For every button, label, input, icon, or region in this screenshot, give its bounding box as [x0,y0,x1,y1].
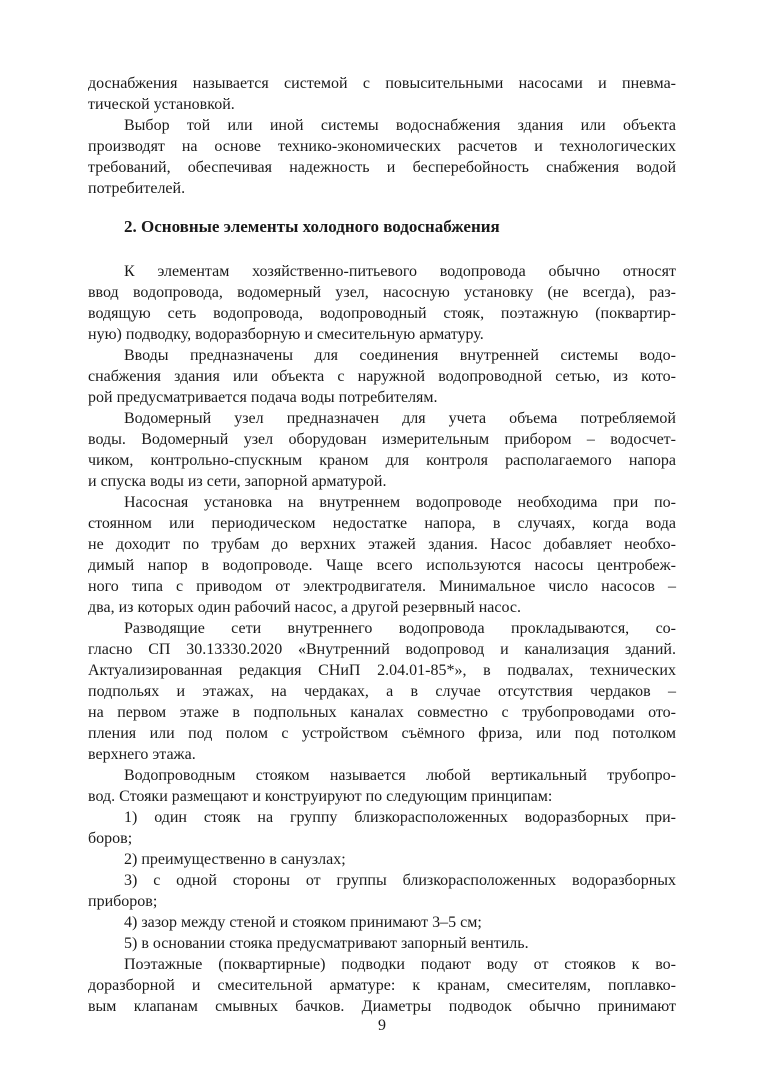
list-item [88,870,676,912]
text-line: Водомерный узел предназначен для учета объема потребляемой [124,410,676,427]
text-line: на первом этаже в подпольных каналах совместно с трубопроводами ото- [88,704,676,721]
text-line: потребителей. [88,180,186,197]
text-line: снабжения здания или объекта с наружной водопроводной сетью, из кото- [88,368,676,385]
text-line: два, из которых один рабочий насос, а другой резервный насос. [88,599,521,616]
text-line: 1) один стояк на группу близкорасположенных водоразборных при- [124,809,676,826]
text-line: не доходит по трубам до верхних этажей здания. Насос добавляет необхо- [88,536,676,553]
text-line: ввод водопровода, водомерный узел, насосную установку (не всегда), раз- [88,284,676,301]
text-line: Водопроводным стояком называется любой вертикальный трубопро- [124,767,676,784]
text-line: производят на основе технико-экономических расчетов и технологических [88,138,676,155]
text-line: вод. Стояки размещают и конструируют по следующим принципам: [88,788,553,805]
text-line: Поэтажные (поквартирные) подводки подают воду от стояков к во- [124,956,676,973]
text-line: ного типа с приводом от электродвигателя. Минимальное число насосов – [88,578,676,595]
paragraph [88,73,676,115]
page-number: 9 [378,1017,386,1034]
text-line: 3) с одной стороны от группы близкорасположенных водоразборных [124,872,676,889]
text-line: 2) преимущественно в санузлах; [124,851,346,868]
text-line: требований, обеспечивая надежность и бесперебойность снабжения водой [88,159,676,176]
text-line: доразборной и смесительной арматуре: к кранам, смесителям, поплавко- [88,977,676,994]
list-item [88,807,676,849]
text-line: вым клапанам смывных бачков. Диаметры подводок обычно принимают [88,998,676,1015]
section-heading: 2. Основные элементы холодного водоснабжения [124,217,500,236]
text-line: чиком, контрольно-спускным краном для контроля располагаемого напора [88,452,676,469]
text-line: Разводящие сети внутреннего водопровода прокладываются, со- [124,620,676,637]
text-line: Насосная установка на внутреннем водопроводе необходима при по- [124,494,676,511]
text-line: Выбор той или иной системы водоснабжения здания или объекта [124,117,676,134]
paragraph [88,261,676,345]
paragraph [88,345,676,408]
text-line: тической установкой. [88,96,235,113]
paragraph [88,765,676,807]
paragraph [88,618,676,765]
paragraph [88,954,676,1017]
text-line: верхнего этажа. [88,746,196,763]
text-line: воды. Водомерный узел оборудован измерительным прибором – водосчет- [88,431,676,448]
paragraph [88,492,676,618]
text-line: пления или под полом с устройством съёмного фриза, или под потолком [88,725,676,742]
text-line: приборов; [88,893,158,910]
text-line: подпольях и этажах, на чердаках, а в случае отсутствия чердаков – [88,683,676,700]
list-item [88,849,676,870]
text-line: гласно СП 30.13330.2020 «Внутренний водопровод и канализация зданий. [88,641,676,658]
text-line: и спуска воды из сети, запорной арматурой. [88,473,387,490]
list-item [88,933,676,954]
text-line: стоянном или периодическом недостатке напора, в случаях, когда вода [88,515,676,532]
text-line: боров; [88,830,133,847]
text-line: ную) подводку, водоразборную и смесительную арматуру. [88,326,484,343]
text-line: димый напор в водопроводе. Чаще всего используются насосы центробеж- [88,557,676,574]
text-line: 4) зазор между стеной и стояком принимают 3–5 см; [124,914,482,931]
paragraph [88,115,676,199]
text-line: доснабжения называется системой с повысительными насосами и пневма- [88,75,676,92]
text-line: 5) в основании стояка предусматривают запорный вентиль. [124,935,529,952]
page-body [88,73,676,1017]
text-line: Вводы предназначены для соединения внутренней системы водо- [124,347,676,364]
list-item [88,912,676,933]
text-line: Актуализированная редакция СНиП 2.04.01-85*», в подвалах, технических [88,662,676,679]
text-line: К элементам хозяйственно-питьевого водопровода обычно относят [124,263,676,280]
paragraph [88,408,676,492]
text-line: водящую сеть водопровода, водопроводный стояк, поэтажную (поквартир- [88,305,676,322]
text-line: рой предусматривается подача воды потребителям. [88,389,438,406]
